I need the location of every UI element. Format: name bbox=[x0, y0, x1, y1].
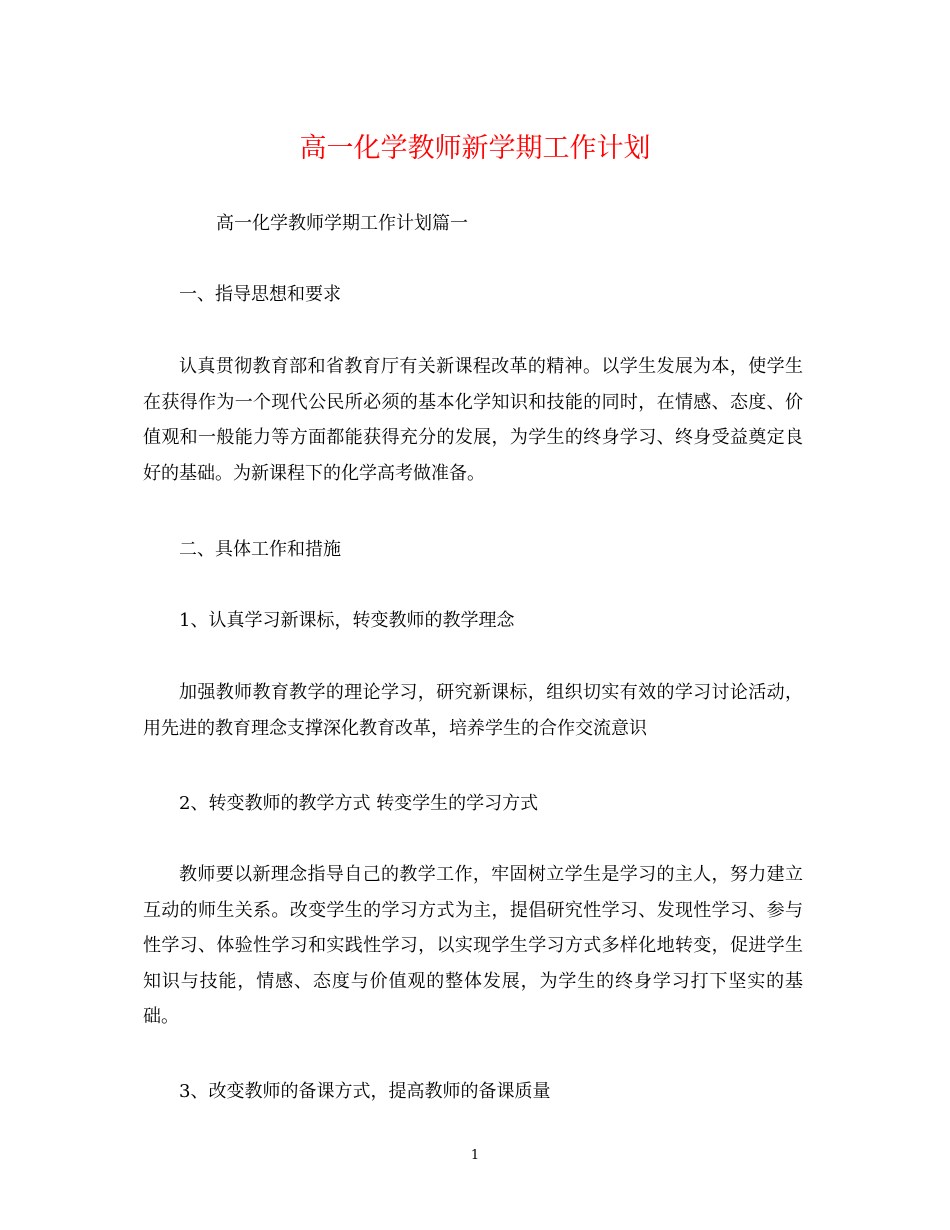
page-number: 1 bbox=[470, 1148, 480, 1163]
paragraph-item-1: 加强教师教育教学的理论学习，研究新课标，组织切实有效的学习讨论活动，用先进的教育理念支撑深化教育改革，培养学生的合作交流意识 bbox=[143, 682, 803, 739]
paragraph-guiding-ideas: 认真贯彻教育部和省教育厅有关新课程改革的精神。以学生发展为本，使学生在获得作为一个现代公民所必须的基本化学知识和技能的同时，在情感、态度、价值观和一般能力等方面都能获得充分的发展，为学生的终身学习、终身受益奠定良好的基础。为新课程下的化学高考做准备。 bbox=[143, 356, 803, 484]
section-heading-measures: 二、具体工作和措施 bbox=[179, 539, 341, 560]
item-heading-3: 3、改变教师的备课方式，提高教师的备课质量 bbox=[179, 1081, 551, 1102]
section-heading-guiding-ideas: 一、指导思想和要求 bbox=[179, 284, 341, 305]
item-heading-1: 1、认真学习新课标，转变教师的教学理念 bbox=[179, 610, 515, 631]
item-heading-2: 2、转变教师的教学方式 转变学生的学习方式 bbox=[179, 793, 539, 814]
paragraph-item-2: 教师要以新理念指导自己的教学工作，牢固树立学生是学习的主人，努力建立互动的师生关系。改变学生的学习方式为主，提倡研究性学习、发现性学习、参与性学习、体验性学习和实践性学习，以实现学生学习方式多样化地转变，促进学生知识与技能，情感、态度与价值观的整体发展，为学生的终身学习打下坚实的基础。 bbox=[143, 864, 803, 1027]
document-title: 高一化学教师新学期工作计划 bbox=[299, 133, 651, 164]
document-subtitle: 高一化学教师学期工作计划篇一 bbox=[216, 213, 468, 234]
